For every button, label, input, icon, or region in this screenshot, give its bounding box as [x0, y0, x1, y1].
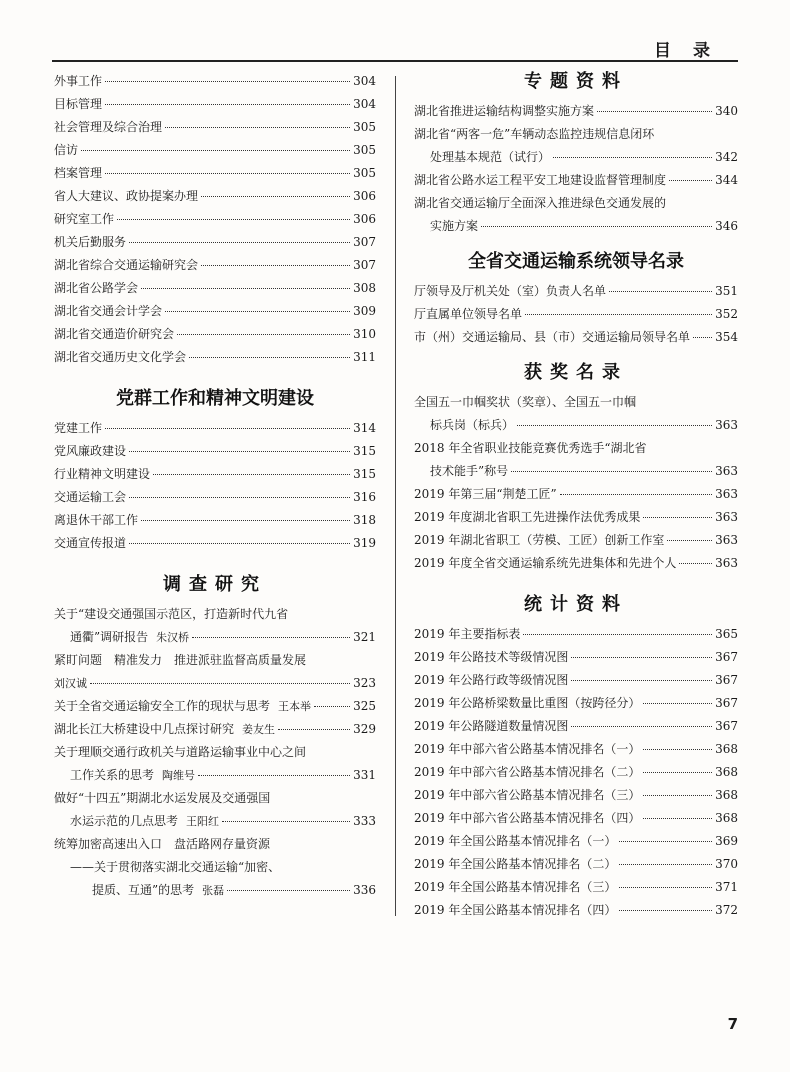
toc-entry[interactable] [54, 300, 376, 323]
toc-entry-text: 2019 年公路隧道数量情况图 [414, 719, 569, 733]
toc-entry[interactable] [54, 417, 376, 440]
toc-entry-page: 305 [353, 143, 376, 157]
toc-entry-text: 湖北省推进运输结构调整实施方案 [414, 104, 595, 118]
dot-leader [198, 775, 350, 776]
toc-entry-text: 2019 年中部六省公路基本情况排名（二） [414, 765, 641, 779]
toc-entry-award-1[interactable] [414, 391, 738, 437]
toc-entry[interactable] [414, 876, 738, 899]
toc-entry-page: 368 [715, 788, 738, 802]
toc-entry-page: 307 [353, 258, 376, 272]
toc-entry[interactable] [414, 853, 738, 876]
dot-leader [201, 265, 350, 266]
toc-entry-text: 2018 年全省职业技能竞赛优秀选手“湖北省 [414, 441, 647, 455]
dot-leader [643, 517, 712, 518]
toc-entry[interactable] [414, 623, 738, 646]
toc-entry-text: 水运示范的几点思考 [70, 814, 179, 828]
toc-entry-page: 306 [353, 189, 376, 203]
dot-leader [129, 451, 350, 452]
dot-leader [523, 634, 712, 635]
toc-entry-text: 统筹加密高速出入口 盘活路网存量资源 [54, 837, 271, 851]
toc-entry-research-5[interactable] [54, 741, 376, 787]
toc-entry-author: 刘汉诚 [54, 677, 87, 690]
toc-entry-page: 304 [353, 74, 376, 88]
toc-entry-text: 通衢”调研报告 [70, 630, 149, 644]
dot-leader [314, 706, 350, 707]
toc-entry-text: 目标管理 [54, 97, 103, 111]
toc-entry-text: 机关后勤服务 [54, 235, 127, 249]
toc-entry-author: 王本举 [278, 700, 312, 713]
toc-entry-text: 湖北省交通会计学会 [54, 304, 163, 318]
toc-entry-text: 2019 年全国公路基本情况排名（三） [414, 880, 617, 894]
toc-entry-text: 社会管理及综合治理 [54, 120, 163, 134]
toc-entry[interactable] [414, 784, 738, 807]
section-heading-research: 调查研究 [163, 574, 267, 595]
toc-entry-text: 工作关系的思考 [70, 768, 155, 782]
toc-entry-text: 湖北省综合交通运输研究会 [54, 258, 199, 272]
toc-entry-page: 363 [715, 533, 738, 547]
dot-leader [153, 474, 350, 475]
toc-entry-page: 365 [715, 627, 738, 641]
toc-entry-page: 340 [715, 104, 738, 118]
dot-leader [90, 683, 350, 684]
toc-entry-research-7[interactable] [54, 833, 376, 902]
dot-leader [643, 795, 712, 796]
dot-leader [192, 637, 350, 638]
toc-list-party [54, 417, 376, 555]
toc-entry-page: 342 [715, 150, 738, 164]
dot-leader [619, 910, 712, 911]
toc-entry-author: 朱汉桥 [156, 631, 190, 644]
toc-entry-page: 316 [353, 490, 376, 504]
toc-entry-text: 行业精神文明建设 [54, 467, 151, 481]
section-heading-special: 专题资料 [524, 71, 628, 92]
toc-entry-text: ——关于贯彻落实湖北交通运输“加密、 [70, 860, 281, 874]
toc-entry-page: 352 [715, 307, 738, 321]
toc-entry-special-4[interactable] [414, 192, 738, 238]
toc-entry-text: 紧盯问题 精准发力 推进派驻监督高质量发展 [54, 653, 307, 667]
dot-leader [609, 291, 712, 292]
toc-entry-page: 368 [715, 811, 738, 825]
dot-leader [81, 150, 350, 151]
dot-leader [619, 864, 712, 865]
toc-entry-text: 标兵岗（标兵） [430, 418, 515, 432]
dot-leader [105, 428, 350, 429]
toc-entry-text: 信访 [54, 143, 79, 157]
toc-entry-text: 2019 年公路行政等级情况图 [414, 673, 569, 687]
toc-entry-text: 提质、互通”的思考 [92, 883, 195, 897]
toc-entry-text: 关于“建设交通强国示范区，打造新时代九省 [54, 607, 289, 621]
toc-entry-author: 陶维号 [162, 769, 196, 782]
toc-entry[interactable] [414, 899, 738, 922]
toc-entry-research-1[interactable] [54, 603, 376, 649]
toc-entry[interactable] [414, 830, 738, 853]
dot-leader [201, 196, 350, 197]
section-heading-awards: 获奖名录 [524, 362, 628, 383]
dot-leader [517, 425, 712, 426]
toc-entry-text: 湖北省公路水运工程平安工地建设监督管理制度 [414, 173, 667, 187]
toc-entry[interactable] [54, 93, 376, 116]
toc-entry[interactable] [54, 509, 376, 532]
toc-entry-page: 305 [353, 120, 376, 134]
dot-leader [560, 494, 712, 495]
toc-entry-text: 湖北省“两客一危”车辆动态监控违规信息闭环 [414, 127, 655, 141]
toc-entry-text: 湖北省交通运输厅全面深入推进绿色交通发展的 [414, 196, 667, 210]
toc-entry-page: 314 [353, 421, 376, 435]
page-number: 7 [727, 1015, 738, 1033]
toc-entry-page: 367 [715, 719, 738, 733]
dot-leader [105, 104, 350, 105]
dot-leader [227, 890, 350, 891]
toc-entry-text: 全国五一巾帼奖状（奖章）、全国五一巾帼 [414, 395, 637, 409]
toc-entry[interactable] [414, 646, 738, 669]
toc-entry-page: 367 [715, 673, 738, 687]
toc-entry-text: 湖北省交通历史文化学会 [54, 350, 187, 364]
toc-list-admin [54, 70, 376, 369]
dot-leader [129, 497, 350, 498]
toc-entry-page: 370 [715, 857, 738, 871]
toc-entry-page: 368 [715, 765, 738, 779]
toc-entry[interactable] [414, 280, 738, 303]
toc-entry-page: 331 [353, 768, 376, 782]
toc-entry-page: 311 [353, 350, 376, 364]
toc-entry-text: 2019 年全国公路基本情况排名（四） [414, 903, 617, 917]
toc-entry-award-3[interactable] [414, 483, 738, 506]
toc-entry-research-6[interactable] [54, 787, 376, 833]
toc-entry-page: 363 [715, 464, 738, 478]
toc-entry-page: 336 [353, 883, 376, 897]
section-heading-party: 党群工作和精神文明建设 [116, 388, 314, 409]
toc-entry-page: 346 [715, 219, 738, 233]
toc-entry-text: 2019 年中部六省公路基本情况排名（一） [414, 742, 641, 756]
dot-leader [165, 311, 350, 312]
dot-leader [619, 887, 712, 888]
toc-entry[interactable] [54, 486, 376, 509]
toc-entry-page: 363 [715, 510, 738, 524]
dot-leader [525, 314, 712, 315]
toc-entry[interactable] [54, 277, 376, 300]
toc-entry-page: 306 [353, 212, 376, 226]
toc-entry[interactable] [54, 139, 376, 162]
toc-entry-page: 315 [353, 467, 376, 481]
toc-entry[interactable] [54, 532, 376, 555]
toc-entry-page: 321 [353, 630, 376, 644]
right-column [414, 64, 738, 922]
dot-leader [177, 334, 350, 335]
dot-leader [481, 226, 712, 227]
toc-entry-author: 姜友生 [242, 723, 276, 736]
toc-entry-page: 367 [715, 696, 738, 710]
toc-entry-page: 371 [715, 880, 738, 894]
toc-entry-page: 333 [353, 814, 376, 828]
toc-list-leaders [414, 280, 738, 349]
toc-entry-research-3[interactable] [54, 695, 376, 718]
toc-entry-text: 厅直属单位领导名单 [414, 307, 523, 321]
section-heading-stats: 统计资料 [524, 594, 628, 615]
toc-entry[interactable] [54, 116, 376, 139]
toc-entry[interactable] [54, 231, 376, 254]
page-header-title: 目录 [654, 41, 732, 61]
dot-leader [679, 563, 712, 564]
dot-leader [553, 157, 712, 158]
toc-entry[interactable] [414, 761, 738, 784]
toc-entry-text: 技术能手”称号 [430, 464, 509, 478]
toc-entry[interactable] [414, 715, 738, 738]
toc-entry-special-3[interactable] [414, 169, 738, 192]
toc-entry-text: 党建工作 [54, 421, 103, 435]
toc-entry-special-1[interactable] [414, 100, 738, 123]
dot-leader [141, 520, 350, 521]
toc-entry-page: 307 [353, 235, 376, 249]
toc-entry-page: 318 [353, 513, 376, 527]
dot-leader [571, 680, 712, 681]
left-column [54, 64, 376, 902]
toc-entry-text: 2019 年公路技术等级情况图 [414, 650, 569, 664]
dot-leader [141, 288, 350, 289]
toc-entry-page: 354 [715, 330, 738, 344]
toc-entry-author: 张磊 [202, 884, 225, 897]
dot-leader [571, 657, 712, 658]
dot-leader [693, 337, 712, 338]
toc-entry-text: 2019 年湖北省职工（劳模、工匠）创新工作室 [414, 533, 665, 547]
toc-entry[interactable] [414, 326, 738, 349]
toc-entry-page: 323 [353, 676, 376, 690]
dot-leader [278, 729, 350, 730]
toc-entry-award-6[interactable] [414, 552, 738, 575]
toc-entry[interactable] [54, 208, 376, 231]
column-divider [395, 76, 396, 916]
toc-entry-text: 湖北省交通造价研究会 [54, 327, 175, 341]
toc-entry-page: 368 [715, 742, 738, 756]
dot-leader [129, 242, 350, 243]
toc-list-stats [414, 623, 738, 922]
toc-entry-text: 省人大建议、政协提案办理 [54, 189, 199, 203]
toc-entry-text: 2019 年全国公路基本情况排名（二） [414, 857, 617, 871]
dot-leader [511, 471, 712, 472]
toc-entry[interactable] [54, 346, 376, 369]
toc-entry[interactable] [414, 303, 738, 326]
toc-entry[interactable] [414, 669, 738, 692]
toc-entry-text: 2019 年度全省交通运输系统先进集体和先进个人 [414, 556, 677, 570]
dot-leader [129, 543, 350, 544]
toc-entry-page: 319 [353, 536, 376, 550]
toc-entry-page: 315 [353, 444, 376, 458]
toc-entry-page: 309 [353, 304, 376, 318]
toc-entry-page: 363 [715, 418, 738, 432]
toc-entry-text: 交通宣传报道 [54, 536, 127, 550]
dot-leader [669, 180, 712, 181]
toc-entry-research-4[interactable] [54, 718, 376, 741]
toc-entry-page: 329 [353, 722, 376, 736]
toc-entry-text: 关于理顺交通行政机关与道路运输事业中心之间 [54, 745, 307, 759]
toc-entry-text: 离退休干部工作 [54, 513, 139, 527]
toc-entry-special-2[interactable] [414, 123, 738, 169]
dot-leader [105, 173, 350, 174]
toc-entry-text: 做好“十四五”期湖北水运发展及交通强国 [54, 791, 271, 805]
dot-leader [667, 540, 712, 541]
toc-entry-text: 湖北长江大桥建设中几点探讨研究 [54, 722, 235, 736]
toc-entry[interactable] [414, 807, 738, 830]
toc-entry-page: 304 [353, 97, 376, 111]
toc-entry-text: 2019 年度湖北省职工先进操作法优秀成果 [414, 510, 641, 524]
dot-leader [597, 111, 712, 112]
dot-leader [117, 219, 350, 220]
toc-entry-text: 2019 年第三届“荆楚工匠” [414, 487, 557, 501]
dot-leader [571, 726, 712, 727]
toc-entry-page: 363 [715, 556, 738, 570]
toc-entry-page: 310 [353, 327, 376, 341]
dot-leader [189, 357, 350, 358]
toc-entry[interactable] [414, 692, 738, 715]
toc-entry-page: 363 [715, 487, 738, 501]
toc-entry-page: 372 [715, 903, 738, 917]
toc-entry[interactable] [54, 185, 376, 208]
toc-entry[interactable] [54, 254, 376, 277]
dot-leader [165, 127, 350, 128]
toc-entry-page: 367 [715, 650, 738, 664]
dot-leader [643, 703, 712, 704]
toc-entry-page: 325 [353, 699, 376, 713]
toc-entry-text: 处理基本规范（试行） [430, 150, 551, 164]
toc-entry[interactable] [54, 70, 376, 93]
toc-entry-author: 王阳红 [186, 815, 220, 828]
dot-leader [643, 749, 712, 750]
toc-entry-text: 市（州）交通运输局、县（市）交通运输局领导名单 [414, 330, 691, 344]
toc-entry-research-2[interactable] [54, 649, 376, 695]
toc-entry-award-5[interactable] [414, 529, 738, 552]
toc-entry-text: 实施方案 [430, 219, 479, 233]
toc-entry-text: 关于全省交通运输安全工作的现状与思考 [54, 699, 271, 713]
toc-entry-page: 344 [715, 173, 738, 187]
toc-entry-page: 308 [353, 281, 376, 295]
toc-entry-text: 湖北省公路学会 [54, 281, 139, 295]
toc-entry[interactable] [54, 440, 376, 463]
toc-entry-text: 2019 年中部六省公路基本情况排名（三） [414, 788, 641, 802]
toc-entry-award-2[interactable] [414, 437, 738, 483]
toc-entry-text: 外事工作 [54, 74, 103, 88]
header-rule [52, 60, 738, 62]
dot-leader [222, 821, 350, 822]
toc-entry-page: 351 [715, 284, 738, 298]
toc-entry-text: 2019 年主要指标表 [414, 627, 521, 641]
dot-leader [105, 81, 350, 82]
toc-entry-text: 厅领导及厅机关处（室）负责人名单 [414, 284, 607, 298]
toc-entry-text: 档案管理 [54, 166, 103, 180]
toc-entry-text: 2019 年中部六省公路基本情况排名（四） [414, 811, 641, 825]
toc-entry-page: 305 [353, 166, 376, 180]
toc-entry-text: 2019 年全国公路基本情况排名（一） [414, 834, 617, 848]
toc-entry[interactable] [54, 162, 376, 185]
section-heading-leaders: 全省交通运输系统领导名录 [468, 251, 684, 272]
toc-entry-text: 研究室工作 [54, 212, 115, 226]
toc-entry[interactable] [54, 323, 376, 346]
dot-leader [643, 818, 712, 819]
toc-entry-text: 交通运输工会 [54, 490, 127, 504]
dot-leader [643, 772, 712, 773]
toc-entry-text: 2019 年公路桥梁数量比重图（按跨径分） [414, 696, 641, 710]
dot-leader [619, 841, 712, 842]
toc-entry[interactable] [54, 463, 376, 486]
toc-entry-page: 369 [715, 834, 738, 848]
toc-entry-award-4[interactable] [414, 506, 738, 529]
toc-entry-text: 党风廉政建设 [54, 444, 127, 458]
toc-entry[interactable] [414, 738, 738, 761]
